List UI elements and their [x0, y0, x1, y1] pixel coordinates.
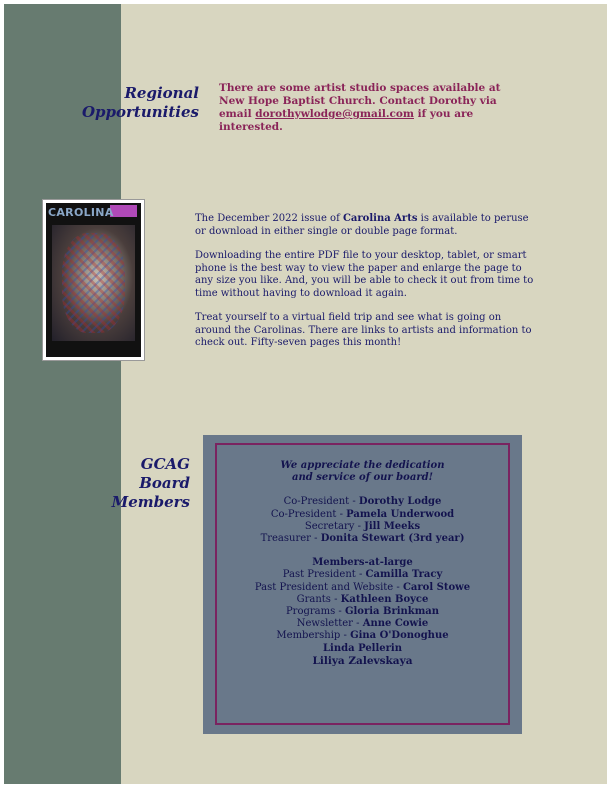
carolina-arts-text	[195, 213, 540, 362]
regional-opportunities-text	[219, 82, 529, 134]
carolina-arts-paragraph: Downloading the entire PDF file to your desktop, tablet, or smart phone is the best way to view the paper and enlarge the page to any size you like. And, you will be able to check it out from time to time without having to download it again.	[195, 250, 534, 299]
member-row	[203, 569, 522, 581]
member-name: Anne Cowie	[362, 618, 429, 630]
cover-stripe	[110, 205, 137, 217]
role-label: Past President and Website -	[254, 581, 403, 593]
heading-line: Opportunities	[81, 103, 199, 121]
carolina-arts-paragraph: Treat yourself to a virtual field trip and see what is going on around the Carolinas. There are links to artists and information to check out. Fifty-seven pages this month!	[195, 312, 532, 348]
role-label: Newsletter -	[296, 618, 363, 630]
officer-row	[203, 496, 522, 508]
member-name: Donita Stewart (3rd year)	[320, 533, 465, 545]
member-name: Dorothy Lodge	[358, 496, 442, 508]
role-label: Treasurer -	[260, 533, 321, 545]
member-row	[203, 630, 522, 642]
member-name: Pamela Underwood	[346, 508, 455, 520]
appreciation-line: We appreciate the dedication	[280, 460, 445, 471]
role-label: Programs -	[285, 606, 345, 618]
board-members-box	[203, 435, 522, 734]
role-label: Co-President -	[283, 496, 359, 508]
cover-portrait	[52, 225, 135, 341]
heading-line: Members	[111, 493, 190, 511]
board-members-heading	[80, 455, 190, 512]
officer-row	[203, 521, 522, 533]
member-row	[203, 594, 522, 606]
regional-text-tail: if you are interested.	[219, 108, 474, 133]
role-label: Membership -	[276, 630, 351, 642]
carolina-arts-paragraph	[195, 213, 540, 238]
officer-row	[203, 533, 522, 545]
email-link[interactable]: dorothywlodge@gmail.com	[255, 108, 414, 120]
member-row	[203, 606, 522, 618]
heading-line: GCAG	[140, 455, 190, 473]
regional-opportunities-heading	[60, 84, 199, 122]
regional-text-body: There are some artist studio spaces available at New Hope Baptist Church. Contact Dorothy via email	[219, 82, 501, 120]
role-label: Co-President -	[270, 508, 347, 520]
role-label: Grants -	[296, 593, 341, 605]
cover-artwork	[46, 203, 141, 357]
member-name: Camilla Tracy	[365, 569, 443, 581]
publication-name: Carolina Arts	[342, 213, 418, 224]
member-name: Linda Pellerin	[323, 642, 402, 654]
paragraph-text: is available to peruse or download in either single or double page format.	[195, 213, 529, 237]
member-row	[203, 582, 522, 594]
member-name: Gina O'Donoghue	[350, 630, 449, 642]
appreciation-line: and service of our board!	[292, 472, 433, 484]
heading-line: Regional	[124, 84, 199, 102]
paragraph-text: The December 2022 issue of	[195, 213, 340, 224]
heading-line: Board	[139, 474, 190, 492]
role-label: Past President -	[282, 569, 366, 581]
members-at-large-heading: Members-at-large	[312, 557, 413, 569]
member-name: Kathleen Boyce	[340, 593, 429, 605]
carolina-arts-cover-image[interactable]	[42, 199, 145, 361]
member-row	[203, 618, 522, 630]
board-list	[203, 460, 522, 667]
member-name: Gloria Brinkman	[344, 606, 440, 618]
member-name: Jill Meeks	[364, 520, 421, 532]
member-name: Liliya Zalevskaya	[312, 654, 413, 667]
role-label: Secretary -	[304, 520, 365, 532]
cover-title: CAROLINA	[48, 206, 114, 219]
member-name: Carol Stowe	[402, 581, 471, 593]
officer-row	[203, 509, 522, 521]
